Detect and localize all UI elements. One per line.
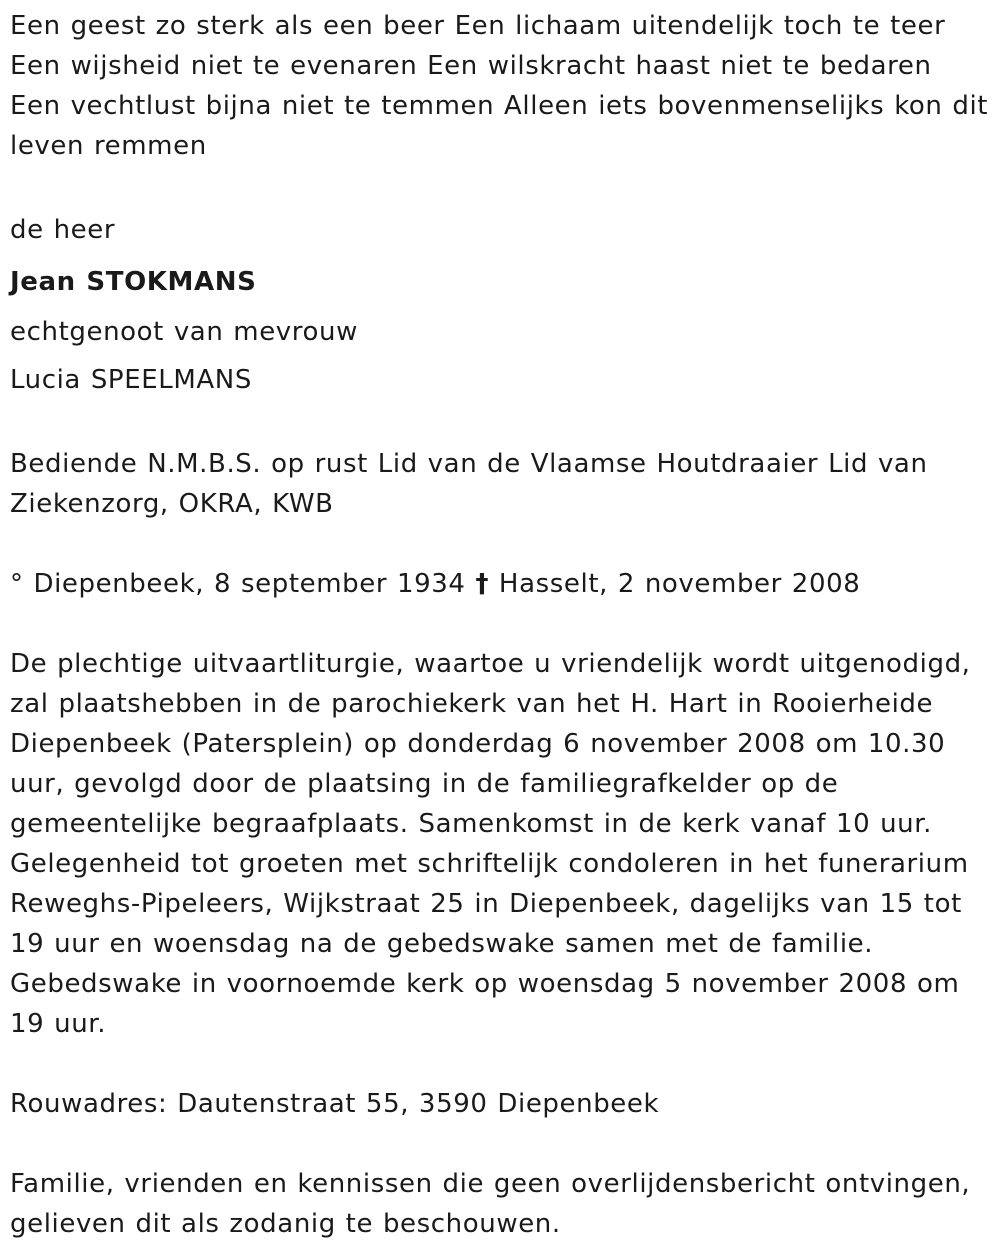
spacer bbox=[10, 604, 990, 644]
spacer bbox=[10, 1044, 990, 1084]
cross-icon: † bbox=[475, 569, 490, 599]
spacer bbox=[10, 404, 990, 444]
poem-text: Een geest zo sterk als een beer Een lichaam uitendelijk toch te teer Een wijsheid niet te evenaren Een wilskracht haast niet te bedaren Een vechtlust bijna niet te temmen Alleen iets bovenmenselijks kon dit leven remmen bbox=[10, 11, 989, 161]
spouse-intro: echtgenoot van mevrouw bbox=[10, 317, 358, 347]
closing-note: Familie, vrienden en kennissen die geen overlijdensbericht ontvingen, gelieven dit als zodanig te beschouwen. bbox=[10, 1169, 971, 1239]
deceased-name: Jean STOKMANS bbox=[10, 267, 257, 297]
life-dates bbox=[10, 564, 990, 604]
affiliations-text: Bediende N.M.B.S. op rust Lid van de Vlaamse Houtdraaier Lid van Ziekenzorg, OKRA, KWB bbox=[10, 449, 928, 519]
spouse-name: Lucia SPEELMANS bbox=[10, 365, 252, 395]
mourning-address: Rouwadres: Dautenstraat 55, 3590 Diepenbeek bbox=[10, 1089, 660, 1119]
honorific: de heer bbox=[10, 215, 116, 245]
spacer bbox=[10, 166, 990, 206]
spacer bbox=[10, 1124, 990, 1164]
spacer bbox=[10, 524, 990, 564]
birth-info: ° Diepenbeek, 8 september 1934 bbox=[10, 569, 466, 599]
funeral-details: De plechtige uitvaartliturgie, waartoe u vriendelijk wordt uitgenodigd, zal plaatshebben in de parochiekerk van het H. Hart in Rooierheide Diepenbeek (Patersplein) op donderdag 6 november 2008 om 10.30 uur, gevolgd door de plaatsing in de familiegrafkelder op de gemeentelijke begraafplaats. Samenkomst in de kerk vanaf 10 uur. Gelegenheid tot groeten met schriftelijk condoleren in het funerarium Reweghs-Pipeleers, Wijkstraat 25 in Diepenbeek, dagelijks van 15 tot 19 uur en woensdag na de gebedswake samen met de familie. Gebedswake in voornoemde kerk op woensdag 5 november 2008 om 19 uur. bbox=[10, 649, 971, 1039]
death-info: Hasselt, 2 november 2008 bbox=[498, 569, 861, 599]
